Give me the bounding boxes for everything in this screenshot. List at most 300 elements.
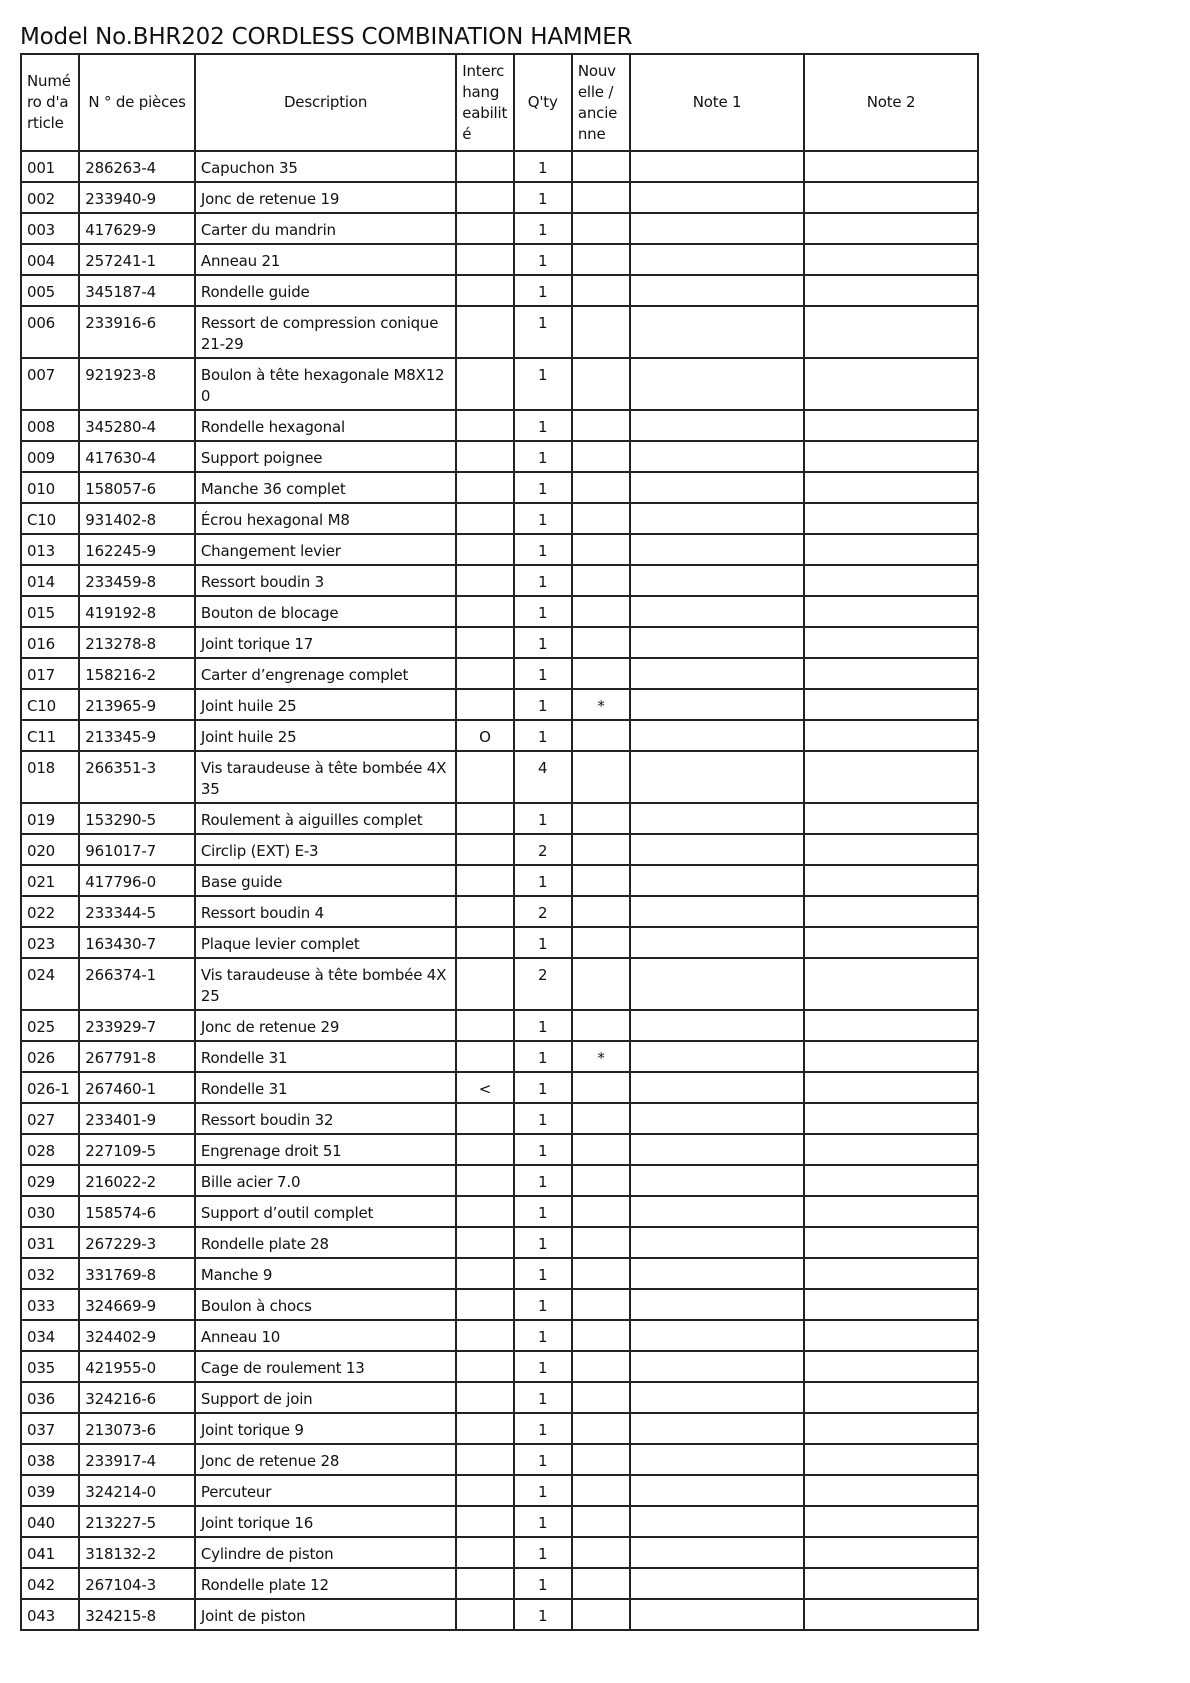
cell-description: Support de join [195,1382,456,1413]
cell-note-2 [804,1568,978,1599]
table-row [21,358,978,410]
cell-note-1 [630,834,804,865]
cell-part-number: 227109-5 [79,1134,195,1165]
cell-part-number: 266351-3 [79,751,195,803]
cell-interchangeability [456,596,513,627]
cell-new-old [572,751,630,803]
cell-note-1 [630,1351,804,1382]
cell-note-1 [630,151,804,182]
cell-part-number: 213278-8 [79,627,195,658]
cell-quantity: 2 [514,896,572,927]
cell-interchangeability [456,1568,513,1599]
cell-item-number: 004 [21,244,79,275]
cell-note-2 [804,1134,978,1165]
cell-note-2 [804,275,978,306]
cell-new-old [572,472,630,503]
cell-quantity: 1 [514,306,572,358]
cell-new-old [572,1506,630,1537]
cell-note-1 [630,1444,804,1475]
cell-note-2 [804,1103,978,1134]
cell-part-number: 233916-6 [79,306,195,358]
cell-note-2 [804,1227,978,1258]
cell-note-2 [804,1444,978,1475]
cell-new-old [572,1010,630,1041]
cell-interchangeability [456,1227,513,1258]
cell-quantity: 1 [514,1103,572,1134]
cell-note-1 [630,306,804,358]
cell-quantity: 1 [514,1537,572,1568]
cell-part-number: 324214-0 [79,1475,195,1506]
cell-note-2 [804,306,978,358]
cell-part-number: 324216-6 [79,1382,195,1413]
cell-description: Changement levier [195,534,456,565]
table-row [21,1320,978,1351]
table-row [21,896,978,927]
cell-part-number: 158057-6 [79,472,195,503]
cell-interchangeability [456,1196,513,1227]
cell-item-number: 031 [21,1227,79,1258]
cell-quantity: 1 [514,927,572,958]
cell-note-2 [804,596,978,627]
cell-quantity: 1 [514,358,572,410]
cell-item-number: 030 [21,1196,79,1227]
table-row [21,244,978,275]
cell-description: Rondelle guide [195,275,456,306]
header-description: Description [195,54,456,151]
cell-note-1 [630,472,804,503]
cell-quantity: 1 [514,534,572,565]
cell-interchangeability [456,1599,513,1630]
cell-description: Bouton de blocage [195,596,456,627]
cell-interchangeability [456,565,513,596]
cell-interchangeability [456,410,513,441]
cell-quantity: 1 [514,1475,572,1506]
cell-quantity: 1 [514,1506,572,1537]
cell-description: Capuchon 35 [195,151,456,182]
cell-quantity: 1 [514,1072,572,1103]
cell-description: Plaque levier complet [195,927,456,958]
cell-part-number: 931402-8 [79,503,195,534]
cell-new-old [572,1599,630,1630]
cell-note-1 [630,1382,804,1413]
cell-interchangeability [456,275,513,306]
cell-description: Boulon à tête hexagonale M8X12 0 [195,358,456,410]
cell-interchangeability [456,1010,513,1041]
cell-description: Rondelle plate 12 [195,1568,456,1599]
cell-interchangeability [456,1351,513,1382]
cell-interchangeability [456,689,513,720]
cell-note-1 [630,1506,804,1537]
table-row [21,1537,978,1568]
cell-interchangeability [456,1165,513,1196]
cell-description: Joint torique 9 [195,1413,456,1444]
cell-part-number: 267460-1 [79,1072,195,1103]
table-row [21,1475,978,1506]
cell-description: Joint torique 17 [195,627,456,658]
cell-note-1 [630,1568,804,1599]
cell-quantity: 1 [514,410,572,441]
cell-note-2 [804,213,978,244]
cell-interchangeability [456,472,513,503]
cell-interchangeability [456,1413,513,1444]
table-row [21,1134,978,1165]
cell-description: Carter du mandrin [195,213,456,244]
cell-note-2 [804,410,978,441]
cell-item-number: 026 [21,1041,79,1072]
cell-new-old [572,1320,630,1351]
cell-description: Support poignee [195,441,456,472]
cell-interchangeability [456,1506,513,1537]
cell-note-2 [804,1165,978,1196]
cell-note-1 [630,565,804,596]
cell-quantity: 1 [514,1196,572,1227]
cell-note-2 [804,627,978,658]
cell-new-old [572,1537,630,1568]
cell-part-number: 233917-4 [79,1444,195,1475]
cell-description: Joint huile 25 [195,689,456,720]
cell-new-old [572,441,630,472]
cell-item-number: 021 [21,865,79,896]
cell-new-old [572,534,630,565]
cell-item-number: 024 [21,958,79,1010]
cell-description: Carter d’engrenage complet [195,658,456,689]
cell-quantity: 1 [514,565,572,596]
cell-note-2 [804,1537,978,1568]
cell-part-number: 331769-8 [79,1258,195,1289]
parts-table [20,53,979,1631]
cell-quantity: 1 [514,1444,572,1475]
cell-quantity: 1 [514,1289,572,1320]
cell-description: Base guide [195,865,456,896]
cell-interchangeability [456,1475,513,1506]
cell-item-number: 038 [21,1444,79,1475]
cell-note-2 [804,720,978,751]
cell-interchangeability [456,751,513,803]
table-row [21,927,978,958]
cell-item-number: 016 [21,627,79,658]
cell-note-1 [630,751,804,803]
cell-quantity: 1 [514,865,572,896]
cell-item-number: 042 [21,1568,79,1599]
cell-new-old [572,410,630,441]
cell-item-number: 006 [21,306,79,358]
cell-quantity: 1 [514,720,572,751]
header-interchangeability: Interc hang eabilit é [456,54,513,151]
table-row [21,410,978,441]
cell-interchangeability [456,803,513,834]
cell-note-2 [804,658,978,689]
cell-note-1 [630,213,804,244]
table-row [21,1382,978,1413]
cell-note-1 [630,1165,804,1196]
cell-item-number: 009 [21,441,79,472]
cell-new-old [572,958,630,1010]
cell-item-number: 022 [21,896,79,927]
cell-item-number: 008 [21,410,79,441]
cell-item-number: 028 [21,1134,79,1165]
table-row [21,865,978,896]
cell-new-old [572,213,630,244]
cell-interchangeability [456,927,513,958]
cell-description: Jonc de retenue 19 [195,182,456,213]
cell-note-2 [804,1382,978,1413]
cell-note-2 [804,1072,978,1103]
cell-note-2 [804,1010,978,1041]
cell-note-2 [804,534,978,565]
cell-note-1 [630,689,804,720]
header-part-number: N ° de pièces [79,54,195,151]
cell-description: Circlip (EXT) E-3 [195,834,456,865]
cell-item-number: 040 [21,1506,79,1537]
cell-note-2 [804,1258,978,1289]
table-row [21,803,978,834]
table-row [21,306,978,358]
header-note-2: Note 2 [804,54,978,151]
table-row [21,689,978,720]
cell-interchangeability [456,503,513,534]
cell-interchangeability [456,896,513,927]
cell-part-number: 921923-8 [79,358,195,410]
cell-new-old [572,306,630,358]
cell-quantity: 1 [514,1041,572,1072]
cell-interchangeability [456,1320,513,1351]
cell-note-2 [804,1351,978,1382]
cell-note-1 [630,358,804,410]
cell-note-1 [630,1289,804,1320]
cell-note-2 [804,689,978,720]
cell-quantity: 1 [514,275,572,306]
cell-note-1 [630,658,804,689]
cell-interchangeability [456,1041,513,1072]
cell-part-number: 266374-1 [79,958,195,1010]
cell-item-number: 007 [21,358,79,410]
cell-note-2 [804,834,978,865]
cell-note-1 [630,596,804,627]
cell-part-number: 345187-4 [79,275,195,306]
cell-item-number: 034 [21,1320,79,1351]
cell-description: Joint torique 16 [195,1506,456,1537]
header-new-old: Nouv elle / ancie nne [572,54,630,151]
table-row [21,1227,978,1258]
cell-item-number: 039 [21,1475,79,1506]
cell-note-2 [804,358,978,410]
cell-part-number: 213345-9 [79,720,195,751]
cell-note-2 [804,1506,978,1537]
cell-quantity: 2 [514,958,572,1010]
table-row [21,1568,978,1599]
cell-note-1 [630,1320,804,1351]
cell-description: Rondelle plate 28 [195,1227,456,1258]
cell-quantity: 1 [514,658,572,689]
cell-description: Boulon à chocs [195,1289,456,1320]
cell-new-old [572,358,630,410]
cell-interchangeability [456,182,513,213]
cell-item-number: 043 [21,1599,79,1630]
cell-part-number: 216022-2 [79,1165,195,1196]
table-row [21,1010,978,1041]
cell-item-number: 001 [21,151,79,182]
cell-quantity: 1 [514,1599,572,1630]
parts-table-body [21,151,978,1630]
cell-new-old [572,1072,630,1103]
table-row [21,182,978,213]
cell-item-number: 003 [21,213,79,244]
cell-part-number: 233401-9 [79,1103,195,1134]
cell-note-2 [804,472,978,503]
cell-quantity: 1 [514,803,572,834]
cell-note-2 [804,958,978,1010]
cell-part-number: 318132-2 [79,1537,195,1568]
cell-part-number: 286263-4 [79,151,195,182]
cell-quantity: 1 [514,627,572,658]
cell-note-2 [804,182,978,213]
table-header-row [21,54,978,151]
cell-description: Bille acier 7.0 [195,1165,456,1196]
cell-new-old [572,1444,630,1475]
cell-quantity: 1 [514,182,572,213]
cell-quantity: 1 [514,244,572,275]
cell-interchangeability [456,1134,513,1165]
cell-interchangeability [456,1444,513,1475]
cell-part-number: 233459-8 [79,565,195,596]
cell-part-number: 419192-8 [79,596,195,627]
cell-note-1 [630,1103,804,1134]
table-row [21,472,978,503]
cell-item-number: 033 [21,1289,79,1320]
cell-note-1 [630,441,804,472]
cell-item-number: C11 [21,720,79,751]
cell-note-2 [804,1041,978,1072]
table-row [21,503,978,534]
cell-interchangeability [456,834,513,865]
cell-quantity: 1 [514,596,572,627]
table-row [21,1196,978,1227]
cell-note-1 [630,1010,804,1041]
cell-note-2 [804,803,978,834]
cell-new-old [572,1568,630,1599]
cell-note-2 [804,1320,978,1351]
cell-description: Support d’outil complet [195,1196,456,1227]
cell-new-old: * [572,689,630,720]
table-row [21,151,978,182]
cell-quantity: 1 [514,1320,572,1351]
cell-quantity: 2 [514,834,572,865]
cell-item-number: 014 [21,565,79,596]
cell-part-number: 158574-6 [79,1196,195,1227]
table-row [21,658,978,689]
cell-note-2 [804,151,978,182]
cell-interchangeability: < [456,1072,513,1103]
cell-note-2 [804,1413,978,1444]
cell-new-old [572,1103,630,1134]
cell-description: Cylindre de piston [195,1537,456,1568]
table-row [21,1351,978,1382]
cell-part-number: 421955-0 [79,1351,195,1382]
cell-new-old [572,565,630,596]
cell-note-1 [630,244,804,275]
cell-part-number: 162245-9 [79,534,195,565]
cell-new-old [572,720,630,751]
cell-interchangeability [456,1289,513,1320]
cell-new-old [572,1258,630,1289]
cell-quantity: 1 [514,1568,572,1599]
cell-new-old [572,1351,630,1382]
cell-quantity: 1 [514,689,572,720]
cell-interchangeability [456,658,513,689]
cell-quantity: 1 [514,213,572,244]
cell-part-number: 153290-5 [79,803,195,834]
table-row [21,275,978,306]
cell-description: Joint huile 25 [195,720,456,751]
cell-note-1 [630,1041,804,1072]
cell-item-number: 005 [21,275,79,306]
cell-note-1 [630,1072,804,1103]
cell-item-number: 013 [21,534,79,565]
cell-interchangeability [456,244,513,275]
cell-new-old [572,1134,630,1165]
cell-quantity: 1 [514,1382,572,1413]
cell-note-1 [630,865,804,896]
table-row [21,596,978,627]
cell-item-number: C10 [21,689,79,720]
cell-part-number: 213227-5 [79,1506,195,1537]
cell-note-1 [630,627,804,658]
cell-note-2 [804,1196,978,1227]
cell-description: Rondelle 31 [195,1041,456,1072]
cell-note-1 [630,803,804,834]
cell-note-1 [630,503,804,534]
cell-note-2 [804,244,978,275]
cell-note-1 [630,275,804,306]
cell-interchangeability [456,534,513,565]
cell-new-old [572,1413,630,1444]
cell-quantity: 4 [514,751,572,803]
cell-interchangeability [456,1103,513,1134]
cell-new-old [572,244,630,275]
cell-new-old [572,275,630,306]
cell-note-1 [630,1196,804,1227]
cell-description: Roulement à aiguilles complet [195,803,456,834]
cell-part-number: 163430-7 [79,927,195,958]
cell-interchangeability [456,306,513,358]
cell-description: Jonc de retenue 29 [195,1010,456,1041]
cell-note-1 [630,927,804,958]
table-row [21,751,978,803]
cell-item-number: 036 [21,1382,79,1413]
cell-description: Percuteur [195,1475,456,1506]
cell-note-1 [630,1134,804,1165]
cell-description: Anneau 10 [195,1320,456,1351]
cell-part-number: 417630-4 [79,441,195,472]
cell-quantity: 1 [514,1258,572,1289]
header-item-number: Numé ro d'a rticle [21,54,79,151]
cell-description: Rondelle 31 [195,1072,456,1103]
cell-item-number: 041 [21,1537,79,1568]
cell-part-number: 267104-3 [79,1568,195,1599]
cell-item-number: 026-1 [21,1072,79,1103]
cell-description: Joint de piston [195,1599,456,1630]
cell-description: Engrenage droit 51 [195,1134,456,1165]
cell-new-old [572,803,630,834]
cell-part-number: 267791-8 [79,1041,195,1072]
table-row [21,1103,978,1134]
page-title: Model No.BHR202 CORDLESS COMBINATION HAMMER [20,24,633,50]
table-row [21,213,978,244]
cell-interchangeability [456,627,513,658]
cell-part-number: 417629-9 [79,213,195,244]
cell-note-2 [804,441,978,472]
cell-description: Rondelle hexagonal [195,410,456,441]
